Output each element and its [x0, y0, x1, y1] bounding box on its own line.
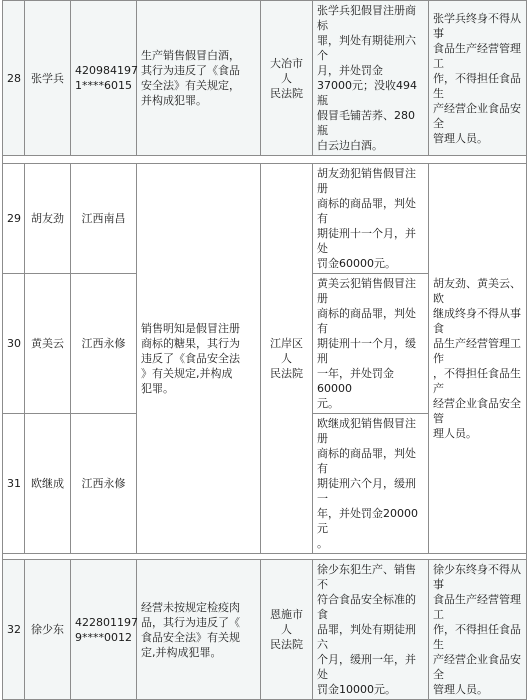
- row-number: 28: [3, 1, 25, 156]
- court-ruling: 胡友劲犯销售假冒注册 商标的商品罪，判处有 期徒刑十一个月，并处 罚金60000元。: [313, 164, 429, 274]
- person-name: 欧继成: [25, 414, 71, 554]
- court-ruling: 欧继成犯销售假冒注册 商标的商品罪，判处有 期徒刑六个月，缓刑一 年，并处罚金20000元 。: [313, 414, 429, 554]
- table-row: [3, 1, 527, 156]
- id-line: 420984197: [75, 64, 138, 77]
- person-region: 江西永修: [71, 274, 137, 414]
- person-name: 胡友劲: [25, 164, 71, 274]
- row-number: 32: [3, 560, 25, 700]
- court-ruling: 徐少东犯生产、销售不 符合食品安全标准的食 品罪，判处有期徒刑六 个月，缓刑一年，并处 罚金10000元。: [313, 560, 429, 700]
- id-number: [71, 560, 137, 700]
- id-line: 1****6015: [75, 79, 132, 92]
- table-row: [3, 560, 527, 700]
- id-number: [71, 1, 137, 156]
- person-name: 张学兵: [25, 1, 71, 156]
- penalty-table: [2, 0, 527, 700]
- court-name: 恩施市人 民法院: [261, 560, 313, 700]
- id-line: 9****0012: [75, 630, 132, 644]
- ban-notice: 张学兵终身不得从事 食品生产经营管理工 作，不得担任食品生 产经营企业食品安全 管理人员。: [429, 1, 527, 156]
- row-gap: [3, 156, 527, 164]
- row-number: 30: [3, 274, 25, 414]
- table-row: [3, 164, 527, 274]
- court-ruling: 黄美云犯销售假冒注册 商标的商品罪，判处有 期徒刑十一个月，缓刑 一年，并处罚金60000 元。: [313, 274, 429, 414]
- court-name: 江岸区人 民法院: [261, 164, 313, 554]
- violation-fact: 销售明知是假冒注册 商标的糖果，其行为 违反了《食品安全法 》有关规定,并构成 犯罪。: [137, 164, 261, 554]
- person-name: 徐少东: [25, 560, 71, 700]
- person-region: 江西永修: [71, 414, 137, 554]
- court-name: 大冶市人 民法院: [261, 1, 313, 156]
- id-line: 422801197: [75, 615, 138, 629]
- person-region: 江西南昌: [71, 164, 137, 274]
- row-number: 31: [3, 414, 25, 554]
- court-ruling: 张学兵犯假冒注册商标 罪，判处有期徒刑六个 月，并处罚金 37000元；没收494瓶 假冒毛铺苦荞、280瓶 白云边白酒。: [313, 1, 429, 156]
- violation-fact: 经营未按规定检疫肉 品，其行为违反了《 食品安全法》有关规 定,并构成犯罪。: [137, 560, 261, 700]
- violation-fact: 生产销售假冒白酒， 其行为违反了《食品 安全法》有关规定， 并构成犯罪。: [137, 1, 261, 156]
- ban-notice: 胡友劲、黄美云、欧 继成终身不得从事食 品生产经营管理工作 ，不得担任食品生产 经营企业食品安全管 理人员。: [429, 164, 527, 554]
- row-number: 29: [3, 164, 25, 274]
- ban-notice: 徐少东终身不得从事 食品生产经营管理工 作，不得担任食品生 产经营企业食品安全 管理人员。: [429, 560, 527, 700]
- person-name: 黄美云: [25, 274, 71, 414]
